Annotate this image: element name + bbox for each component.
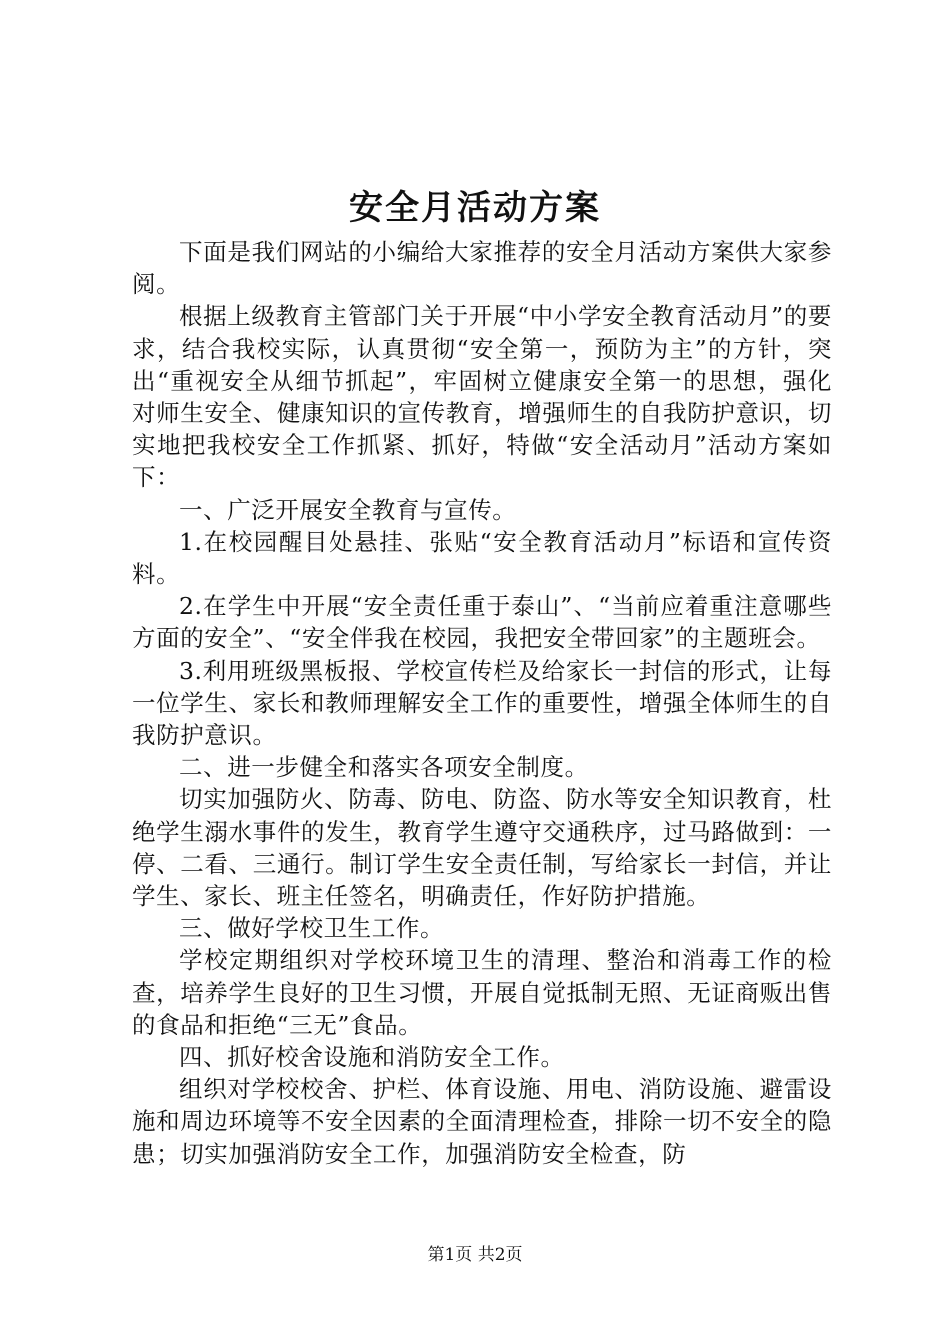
section-heading-4: 四、抓好校舍设施和消防安全工作。 (179, 1043, 565, 1072)
paragraph-background: 根据上级教育主管部门关于开展“中小学安全教育活动月”的要求，结合我校实际，认真贯彻“安全第一，预防为主”的方针，突出“重视安全从细节抓起”，牢固树立健康安全第一的思想，强化对师生安全、健康知识的宣传教育，增强师生的自我防护意识，切实地把我校安全工作抓紧、抓好，特做“安全活动月”活动方案如下： (132, 302, 832, 492)
paragraph-intro: 下面是我们网站的小编给大家推荐的安全月活动方案供大家参阅。 (132, 238, 832, 299)
document-title: 安全月活动方案 (349, 188, 601, 228)
section-heading-3: 三、做好学校卫生工作。 (179, 914, 445, 943)
paragraph-section-2: 切实加强防火、防毒、防电、防盗、防水等安全知识教育，杜绝学生溺水事件的发生，教育学生遵守交通秩序，过马路做到：一停、二看、三通行。制订学生安全责任制，写给家长一封信，并让学生、家长、班主任签名，明确责任，作好防护措施。 (132, 785, 832, 911)
paragraph-section-3: 学校定期组织对学校环境卫生的清理、整治和消毒工作的检查，培养学生良好的卫生习惯，开展自觉抵制无照、无证商贩出售的食品和拒绝“三无”食品。 (132, 946, 832, 1039)
section-heading-1: 一、广泛开展安全教育与宣传。 (179, 495, 517, 524)
list-item-3: 3.利用班级黑板报、学校宣传栏及给家长一封信的形式，让每一位学生、家长和教师理解安全工作的重要性，增强全体师生的自我防护意识。 (132, 656, 832, 750)
section-heading-2: 二、进一步健全和落实各项安全制度。 (179, 753, 589, 782)
list-item-2: 2.在学生中开展“安全责任重于泰山”、“当前应着重注意哪些方面的安全”、“安全伴我在校园，我把安全带回家”的主题班会。 (132, 592, 832, 653)
list-item-1: 1.在校园醒目处悬挂、张贴“安全教育活动月”标语和宣传资料。 (132, 527, 832, 589)
paragraph-section-4: 组织对学校校舍、护栏、体育设施、用电、消防设施、避雷设施和周边环境等不安全因素的全面清理检查，排除一切不安全的隐患；切实加强消防安全工作，加强消防安全检查，防 (132, 1075, 832, 1168)
document-body (132, 236, 832, 1170)
page-number-footer: 第1页 共2页 (427, 1245, 523, 1265)
